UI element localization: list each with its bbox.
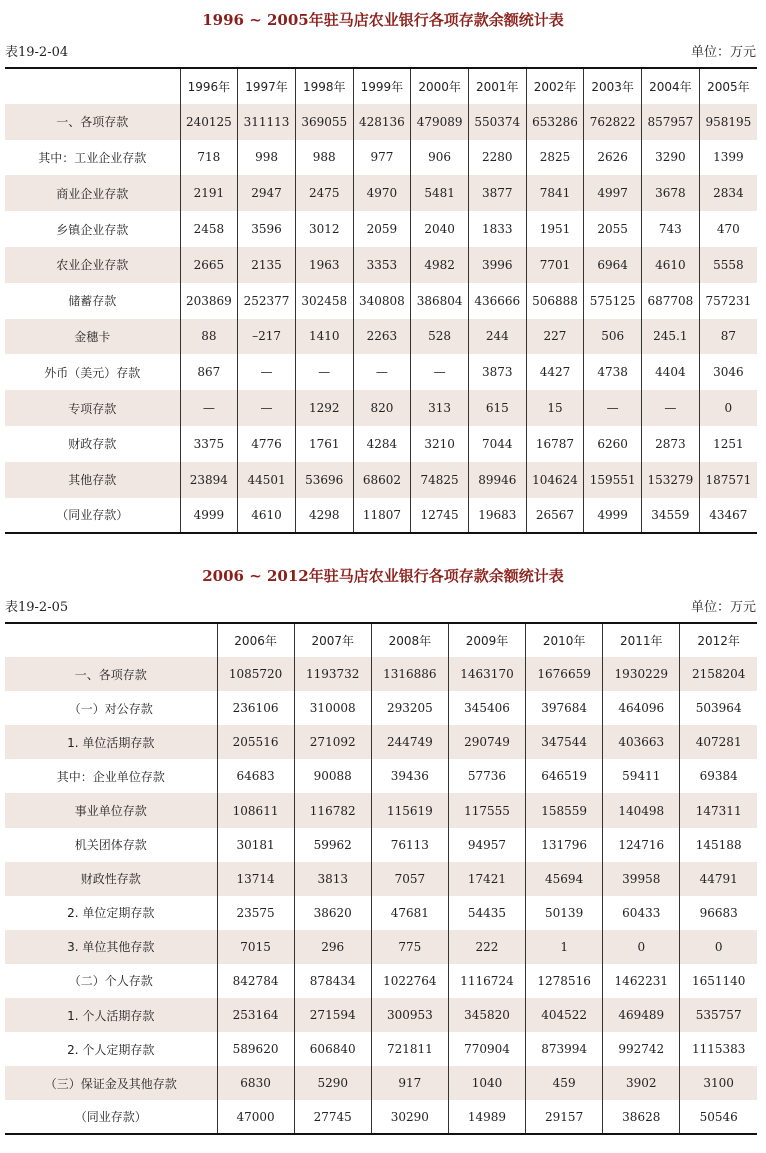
table-cell: 76113 <box>371 828 448 862</box>
table-cell: 4284 <box>353 426 411 462</box>
table-cell: 74825 <box>411 462 469 498</box>
table-cell: 428136 <box>353 104 411 140</box>
table-cell: 7015 <box>217 930 294 964</box>
table-cell: 153279 <box>642 462 700 498</box>
table-cell: 842784 <box>217 964 294 998</box>
table-cell: 1676659 <box>526 657 603 691</box>
table-cell: 27745 <box>294 1100 371 1134</box>
table-cell: 878434 <box>294 964 371 998</box>
table-cell: — <box>353 354 411 390</box>
row-label: 乡镇企业存款 <box>5 211 180 247</box>
table-cell: 1292 <box>295 390 353 426</box>
table-cell: 47681 <box>371 896 448 930</box>
table-cell: 68602 <box>353 462 411 498</box>
table-cell: 4999 <box>180 498 238 534</box>
row-label: 2. 单位定期存款 <box>5 896 217 930</box>
header-row <box>5 68 757 104</box>
table1 <box>5 67 757 534</box>
table-cell: 23894 <box>180 462 238 498</box>
table-cell: 977 <box>353 140 411 176</box>
table-cell: 1040 <box>448 1066 525 1100</box>
table-cell: — <box>238 354 296 390</box>
table-row <box>5 354 757 390</box>
table2-number: 表19-2-05 <box>5 600 69 615</box>
table-cell: 2947 <box>238 175 296 211</box>
column-header: 2011年 <box>603 623 680 657</box>
table-row <box>5 862 757 896</box>
table-cell: — <box>642 390 700 426</box>
table2-title: 2006 ~ 2012年驻马店农业银行各项存款余额统计表 <box>202 567 564 585</box>
table-cell: 3290 <box>642 140 700 176</box>
table-cell: 50139 <box>526 896 603 930</box>
table-cell: 116782 <box>294 793 371 827</box>
table-cell: 244 <box>468 319 526 355</box>
table-cell: 13714 <box>217 862 294 896</box>
table-cell: 252377 <box>238 283 296 319</box>
table-row <box>5 998 757 1032</box>
table-cell: 535757 <box>680 998 757 1032</box>
row-label: 商业企业存款 <box>5 175 180 211</box>
table-cell: 464096 <box>603 691 680 725</box>
table-cell: 4997 <box>584 175 642 211</box>
table-cell: 407281 <box>680 725 757 759</box>
row-label: 其他存款 <box>5 462 180 498</box>
table-cell: 227 <box>526 319 584 355</box>
table-cell: 311113 <box>238 104 296 140</box>
table-cell: 94957 <box>448 828 525 862</box>
table-cell: 718 <box>180 140 238 176</box>
table-cell: 958195 <box>699 104 757 140</box>
table-cell: 1463170 <box>448 657 525 691</box>
table-cell: 404522 <box>526 998 603 1032</box>
table-cell: 479089 <box>411 104 469 140</box>
table-cell: 386804 <box>411 283 469 319</box>
column-header: 2004年 <box>642 68 700 104</box>
table-cell: 6830 <box>217 1066 294 1100</box>
table-cell: 1251 <box>713 436 744 451</box>
row-label: 财政性存款 <box>5 862 217 896</box>
table-cell: 867 <box>180 354 238 390</box>
table-cell: 4738 <box>584 354 642 390</box>
table-cell: 2158204 <box>680 657 757 691</box>
table-cell: 606840 <box>294 1032 371 1066</box>
table-cell: 7057 <box>371 862 448 896</box>
column-header: 2002年 <box>526 68 584 104</box>
table-cell: 296 <box>294 930 371 964</box>
table-cell: 1116724 <box>448 964 525 998</box>
table-cell: 503964 <box>695 701 742 716</box>
table-cell: 47000 <box>217 1100 294 1134</box>
table-cell: 187571 <box>699 462 757 498</box>
table-cell: 1115383 <box>691 1042 746 1057</box>
row-label: 外币（美元）存款 <box>5 354 180 390</box>
row-label: 机关团体存款 <box>5 828 217 862</box>
table-cell: 44501 <box>238 462 296 498</box>
table-row <box>5 211 757 247</box>
table-cell: 589620 <box>217 1032 294 1066</box>
table-cell: 29157 <box>526 1100 603 1134</box>
table-cell: 271092 <box>294 725 371 759</box>
table-cell: 3353 <box>353 247 411 283</box>
table-cell: 4404 <box>642 354 700 390</box>
table-cell: 90088 <box>294 759 371 793</box>
table-cell: 313 <box>411 390 469 426</box>
table-cell: 0 <box>699 390 757 426</box>
row-label: 事业单位存款 <box>5 793 217 827</box>
table-cell: 1316886 <box>371 657 448 691</box>
table-cell: 87 <box>699 319 757 355</box>
row-label: 金穗卡 <box>5 319 180 355</box>
table-cell: 236106 <box>217 691 294 725</box>
table-cell: 1761 <box>295 426 353 462</box>
table-cell: 15 <box>526 390 584 426</box>
column-header: 2005年 <box>707 79 750 94</box>
table-cell: — <box>238 390 296 426</box>
table1-number: 表19-2-04 <box>5 45 69 60</box>
table-cell: 222 <box>448 930 525 964</box>
table-cell: 3046 <box>713 365 744 380</box>
table-row <box>5 283 757 319</box>
table-cell: 7841 <box>526 175 584 211</box>
table-cell: 345406 <box>448 691 525 725</box>
table-cell: 108611 <box>217 793 294 827</box>
column-header: 1997年 <box>238 68 296 104</box>
table-cell: 96683 <box>699 905 738 920</box>
table-cell: 550374 <box>468 104 526 140</box>
table-cell: 140498 <box>603 793 680 827</box>
table-cell: 1930229 <box>603 657 680 691</box>
row-label: 财政存款 <box>5 426 180 462</box>
table2 <box>5 622 757 1135</box>
table-cell: 1462231 <box>603 964 680 998</box>
table-cell: 34559 <box>642 498 700 534</box>
row-label: 1. 个人活期存款 <box>5 998 217 1032</box>
table-cell: 917 <box>371 1066 448 1100</box>
table-cell: 159551 <box>584 462 642 498</box>
column-header: 1998年 <box>295 68 353 104</box>
column-header: 2000年 <box>411 68 469 104</box>
table-cell: 50546 <box>699 1109 738 1124</box>
table-cell: 1410 <box>295 319 353 355</box>
table-cell: 39958 <box>603 862 680 896</box>
table-cell: 2458 <box>180 211 238 247</box>
table-cell: 0 <box>603 930 680 964</box>
table-cell: 506888 <box>526 283 584 319</box>
table-cell: 117555 <box>448 793 525 827</box>
table-cell: 1399 <box>713 150 744 165</box>
table-cell: 770904 <box>448 1032 525 1066</box>
table-row <box>5 759 757 793</box>
table-cell: 988 <box>295 140 353 176</box>
table-cell: 992742 <box>603 1032 680 1066</box>
row-label: 其中：工业企业存款 <box>5 140 180 176</box>
table-cell: 60433 <box>603 896 680 930</box>
row-label: 3. 单位其他存款 <box>5 930 217 964</box>
table-cell: 147311 <box>680 793 757 827</box>
table-cell: 131796 <box>526 828 603 862</box>
table-row <box>5 498 757 534</box>
table-row <box>5 793 757 827</box>
table-cell: 88 <box>180 319 238 355</box>
table-cell: 310008 <box>294 691 371 725</box>
table-cell: 158559 <box>526 793 603 827</box>
table-cell: 7044 <box>468 426 526 462</box>
table-cell: 1833 <box>468 211 526 247</box>
table-cell: 2263 <box>353 319 411 355</box>
table-cell: 3375 <box>180 426 238 462</box>
table-row <box>5 1100 757 1134</box>
row-label: 一、各项存款 <box>5 104 180 140</box>
table-cell: 653286 <box>526 104 584 140</box>
table-cell: — <box>180 390 238 426</box>
table-cell: 3596 <box>238 211 296 247</box>
column-header: 1996年 <box>180 68 238 104</box>
table-cell: 38628 <box>603 1100 680 1134</box>
table-cell: 124716 <box>603 828 680 862</box>
table-cell: 873994 <box>526 1032 603 1066</box>
table-cell: 2280 <box>468 140 526 176</box>
table-cell: 397684 <box>526 691 603 725</box>
table-cell: 2191 <box>180 175 238 211</box>
table-row <box>5 319 757 355</box>
table-cell: 721811 <box>371 1032 448 1066</box>
table-row <box>5 828 757 862</box>
table2-unit: 单位：万元 <box>690 600 756 615</box>
table-cell: 290749 <box>448 725 525 759</box>
table-cell: 53696 <box>295 462 353 498</box>
table-cell: 2873 <box>642 426 700 462</box>
table-cell: 4298 <box>295 498 353 534</box>
table-cell: 14989 <box>448 1100 525 1134</box>
table-cell: 104624 <box>526 462 584 498</box>
table-cell: 2834 <box>699 175 757 211</box>
table-row <box>5 725 757 759</box>
table-cell: 345820 <box>448 998 525 1032</box>
table-cell: 4776 <box>238 426 296 462</box>
row-label: （一）对公存款 <box>5 691 217 725</box>
table-cell: 2825 <box>526 140 584 176</box>
header-corner <box>5 623 217 657</box>
table-cell: 3902 <box>603 1066 680 1100</box>
table1-unit: 单位：万元 <box>690 45 756 60</box>
table-cell: 4982 <box>411 247 469 283</box>
table-cell: 45694 <box>526 862 603 896</box>
table1-title: 1996 ~ 2005年驻马店农业银行各项存款余额统计表 <box>202 11 564 29</box>
table-cell: 1 <box>526 930 603 964</box>
row-label: 专项存款 <box>5 390 180 426</box>
table-cell: 3012 <box>295 211 353 247</box>
column-header: 2009年 <box>448 623 525 657</box>
table-cell: 340808 <box>353 283 411 319</box>
table-cell: 39436 <box>371 759 448 793</box>
table-row <box>5 1066 757 1100</box>
table-cell: 3813 <box>294 862 371 896</box>
table-cell: 470 <box>716 222 740 237</box>
table-row <box>5 657 757 691</box>
table-cell: 57736 <box>448 759 525 793</box>
table-cell: — <box>584 390 642 426</box>
table-cell: 2475 <box>295 175 353 211</box>
column-header: 2006年 <box>217 623 294 657</box>
table-cell: 44791 <box>680 862 757 896</box>
table-row <box>5 964 757 998</box>
table-cell: 59411 <box>603 759 680 793</box>
table-cell: — <box>411 354 469 390</box>
table-cell: 69384 <box>699 769 738 784</box>
table-row <box>5 1032 757 1066</box>
table-row <box>5 896 757 930</box>
table-row <box>5 691 757 725</box>
column-header: 2001年 <box>468 68 526 104</box>
table-cell: 3210 <box>411 426 469 462</box>
column-header: 1999年 <box>353 68 411 104</box>
table-cell: 5558 <box>699 247 757 283</box>
table-cell: 1193732 <box>294 657 371 691</box>
row-label: （同业存款） <box>5 1100 217 1134</box>
table-cell: 23575 <box>217 896 294 930</box>
table-row <box>5 426 757 462</box>
table-cell: 757231 <box>705 293 752 308</box>
table-cell: 253164 <box>217 998 294 1032</box>
table-cell: 3873 <box>468 354 526 390</box>
table-cell: 3877 <box>468 175 526 211</box>
table-cell: 17421 <box>448 862 525 896</box>
table-cell: 469489 <box>603 998 680 1032</box>
column-header: 2003年 <box>584 68 642 104</box>
table-cell: 436666 <box>468 283 526 319</box>
table-cell: 5481 <box>411 175 469 211</box>
table-row <box>5 104 757 140</box>
table-cell: 1022764 <box>371 964 448 998</box>
table-cell: 4610 <box>642 247 700 283</box>
table-cell: 1278516 <box>526 964 603 998</box>
table-cell: 145188 <box>695 837 742 852</box>
table-cell: –217 <box>238 319 296 355</box>
table-cell: 115619 <box>371 793 448 827</box>
table-cell: 998 <box>238 140 296 176</box>
table-cell: 1951 <box>526 211 584 247</box>
table-cell: 5290 <box>294 1066 371 1100</box>
header-corner <box>5 68 180 104</box>
table-cell: 347544 <box>526 725 603 759</box>
table-cell: 615 <box>468 390 526 426</box>
table-cell: 271594 <box>294 998 371 1032</box>
table-cell: 43467 <box>709 507 748 522</box>
table-cell: 459 <box>526 1066 603 1100</box>
row-label: 1. 单位活期存款 <box>5 725 217 759</box>
table-cell: 64683 <box>217 759 294 793</box>
header-row <box>5 623 757 657</box>
table-cell: 30290 <box>371 1100 448 1134</box>
table-cell: 762822 <box>584 104 642 140</box>
table-cell: 54435 <box>448 896 525 930</box>
table-cell: 240125 <box>180 104 238 140</box>
table-cell: 302458 <box>295 283 353 319</box>
table-cell: 300953 <box>371 998 448 1032</box>
table-cell: 2040 <box>411 211 469 247</box>
table-cell: 4610 <box>238 498 296 534</box>
table-cell: 4427 <box>526 354 584 390</box>
table-cell: 775 <box>371 930 448 964</box>
row-label: 其中：企业单位存款 <box>5 759 217 793</box>
table-row <box>5 247 757 283</box>
table-cell: 4970 <box>353 175 411 211</box>
table-cell: 244749 <box>371 725 448 759</box>
table-cell: 4999 <box>584 498 642 534</box>
table-row <box>5 390 757 426</box>
table-cell: 3996 <box>468 247 526 283</box>
table-cell: 2665 <box>180 247 238 283</box>
column-header: 2012年 <box>697 634 740 649</box>
row-label: 农业企业存款 <box>5 247 180 283</box>
row-label: 储蓄存款 <box>5 283 180 319</box>
table-cell: 2059 <box>353 211 411 247</box>
table-cell: 38620 <box>294 896 371 930</box>
table-cell: 1963 <box>295 247 353 283</box>
table-cell: 0 <box>680 930 757 964</box>
table-row <box>5 462 757 498</box>
table-cell: 30181 <box>217 828 294 862</box>
table-cell: 506 <box>584 319 642 355</box>
table-cell: 820 <box>353 390 411 426</box>
table-cell: 2055 <box>584 211 642 247</box>
table-cell: 743 <box>642 211 700 247</box>
table-cell: 403663 <box>603 725 680 759</box>
table-cell: 369055 <box>295 104 353 140</box>
table-cell: 575125 <box>584 283 642 319</box>
table-cell: 293205 <box>371 691 448 725</box>
table-cell: 2135 <box>238 247 296 283</box>
row-label: （三）保证金及其他存款 <box>5 1066 217 1100</box>
table-cell: 6260 <box>584 426 642 462</box>
table-row <box>5 175 757 211</box>
table-cell: 857957 <box>642 104 700 140</box>
table-cell: 3678 <box>642 175 700 211</box>
table-cell: — <box>295 354 353 390</box>
column-header: 2007年 <box>294 623 371 657</box>
table-cell: 16787 <box>526 426 584 462</box>
column-header: 2008年 <box>371 623 448 657</box>
table-cell: 528 <box>411 319 469 355</box>
table-cell: 245.1 <box>642 319 700 355</box>
table-cell: 26567 <box>526 498 584 534</box>
table-cell: 2626 <box>584 140 642 176</box>
table-cell: 19683 <box>468 498 526 534</box>
table-cell: 1651140 <box>691 973 746 988</box>
table-row <box>5 140 757 176</box>
table-cell: 7701 <box>526 247 584 283</box>
table-cell: 1085720 <box>217 657 294 691</box>
table-cell: 687708 <box>642 283 700 319</box>
row-label: 一、各项存款 <box>5 657 217 691</box>
table-cell: 89946 <box>468 462 526 498</box>
table-cell: 12745 <box>411 498 469 534</box>
table-cell: 205516 <box>217 725 294 759</box>
table-cell: 6964 <box>584 247 642 283</box>
row-label: （同业存款） <box>5 498 180 534</box>
table-cell: 906 <box>411 140 469 176</box>
table-cell: 203869 <box>180 283 238 319</box>
row-label: 2. 个人定期存款 <box>5 1032 217 1066</box>
table-cell: 59962 <box>294 828 371 862</box>
table-cell: 646519 <box>526 759 603 793</box>
row-label: （二）个人存款 <box>5 964 217 998</box>
table-cell: 11807 <box>353 498 411 534</box>
table-row <box>5 930 757 964</box>
column-header: 2010年 <box>526 623 603 657</box>
table-cell: 3100 <box>680 1066 757 1100</box>
